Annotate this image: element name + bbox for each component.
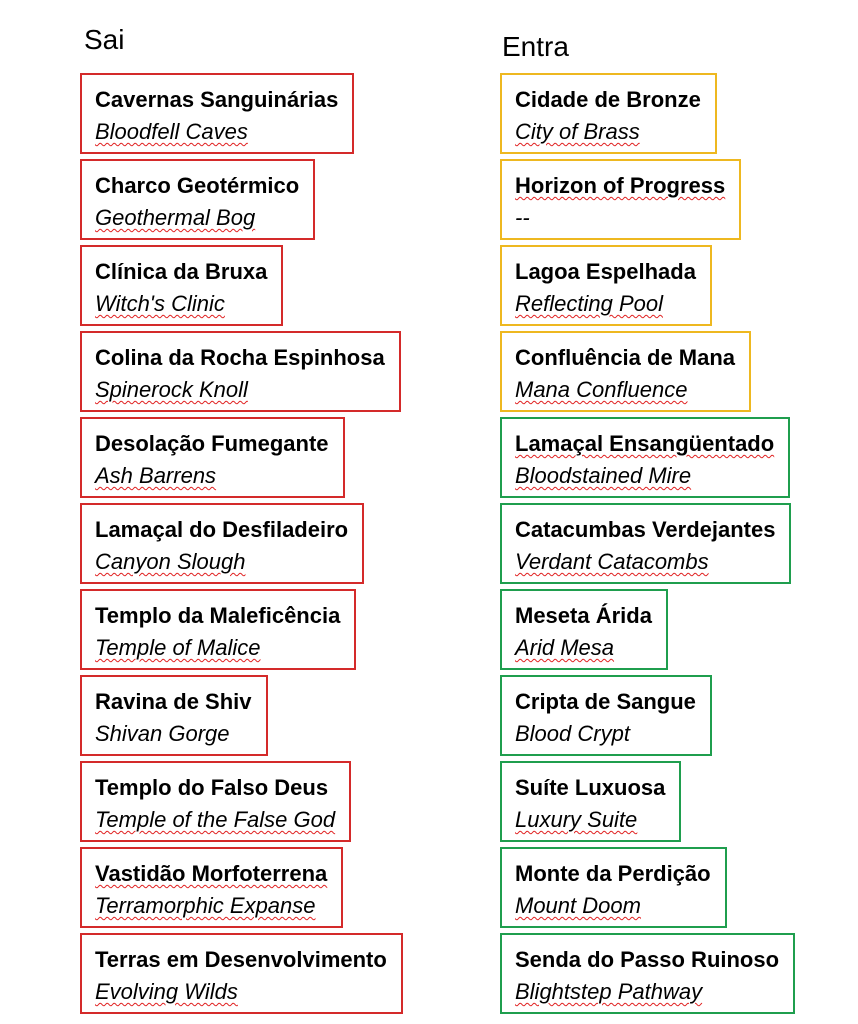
land-name-en: Bloodstained Mire [515,463,692,488]
land-name-pt: Cavernas Sanguinárias [95,87,339,112]
in-land-card [500,761,681,842]
land-name-pt: Vastidão Morfoterrena [95,861,328,886]
out-land-card [80,933,403,1014]
land-name-en: Bloodfell Caves [95,119,248,144]
in-land-card [500,417,790,498]
land-name-pt: Suíte Luxuosa [515,775,666,800]
land-name-pt: Ravina de Shiv [95,689,252,714]
out-lands-column [80,73,403,1014]
land-name-en: Reflecting Pool [515,291,663,316]
land-name-en: Ash Barrens [95,463,217,488]
land-name-en: Temple of Malice [95,635,261,660]
out-land-card [80,331,401,412]
land-name-en: Terramorphic Expanse [95,893,316,918]
out-land-card [80,503,364,584]
land-name-en: Mount Doom [515,893,641,918]
in-land-card [500,331,751,412]
land-name-en: Verdant Catacombs [515,549,709,574]
in-land-card [500,933,795,1014]
land-name-en: Luxury Suite [515,807,638,832]
out-land-card [80,73,354,154]
land-name-pt: Templo da Maleficência [95,603,341,628]
land-name-pt: Lamaçal do Desfiladeiro [95,517,349,542]
in-land-card [500,675,712,756]
land-name-en: Shivan Gorge [95,721,230,746]
land-name-pt: Lamaçal Ensangüentado [515,431,775,456]
land-name-en: Geothermal Bog [95,205,256,230]
land-name-pt: Cripta de Sangue [515,689,696,714]
land-name-pt: Catacumbas Verdejantes [515,517,776,542]
land-name-pt: Colina da Rocha Espinhosa [95,345,385,370]
land-name-pt: Charco Geotérmico [95,173,300,198]
land-name-en: Witch's Clinic [95,291,225,316]
land-name-pt: Terras em Desenvolvimento [95,947,387,972]
land-name-en: City of Brass [515,119,640,144]
land-name-en: Canyon Slough [95,549,246,574]
out-land-card [80,847,343,928]
land-name-pt: Confluência de Mana [515,345,736,370]
land-name-en: Temple of the False God [95,807,336,832]
land-name-en: Arid Mesa [515,635,615,660]
in-land-card [500,245,712,326]
in-lands-column [500,73,795,1014]
in-land-card [500,503,791,584]
land-name-en: Blood Crypt [515,721,630,746]
in-land-card [500,159,741,240]
land-name-pt: Monte da Perdição [515,861,711,886]
out-land-card [80,761,351,842]
land-name-pt: Meseta Árida [515,603,652,628]
heading-out: Sai [84,24,125,55]
land-name-pt: Desolação Fumegante [95,431,329,456]
heading-in: Entra [502,31,569,62]
land-name-pt: Templo do Falso Deus [95,775,329,800]
out-land-card [80,589,356,670]
land-name-pt: Lagoa Espelhada [515,259,696,284]
land-name-pt: Clínica da Bruxa [95,259,268,284]
land-name-en: Blightstep Pathway [515,979,703,1004]
land-name-pt: Horizon of Progress [515,173,726,198]
land-name-en: -- [515,205,530,230]
in-land-card [500,73,717,154]
land-name-en: Mana Confluence [515,377,688,402]
in-land-card [500,589,668,670]
out-land-card [80,417,345,498]
in-land-card [500,847,727,928]
out-land-card [80,159,315,240]
land-name-en: Evolving Wilds [95,979,238,1004]
land-name-pt: Senda do Passo Ruinoso [515,947,780,972]
land-name-pt: Cidade de Bronze [515,87,701,112]
out-land-card [80,245,283,326]
out-land-card [80,675,268,756]
land-name-en: Spinerock Knoll [95,377,248,402]
